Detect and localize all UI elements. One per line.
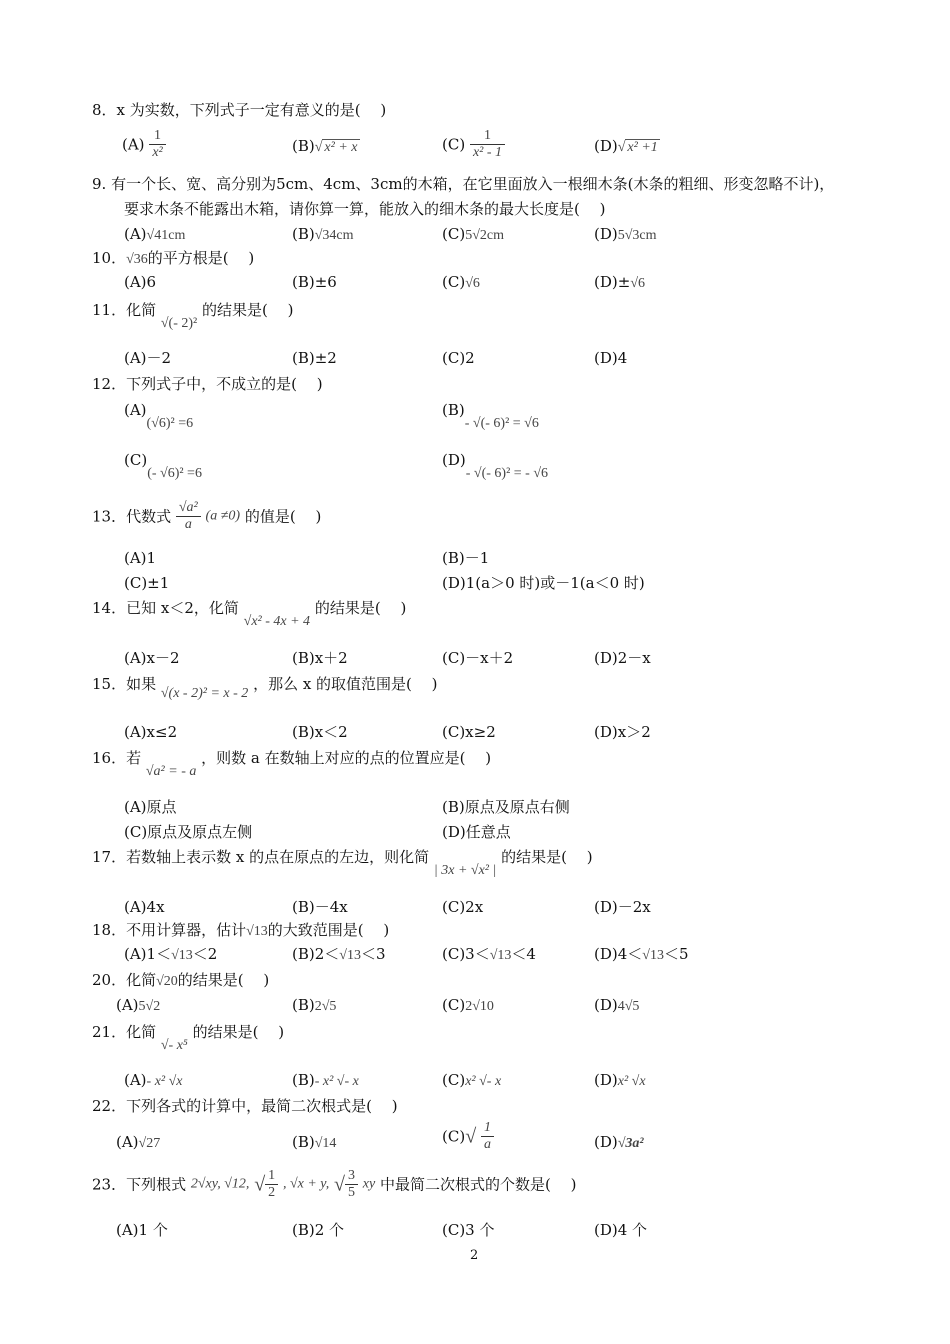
question-20-stem: 20．化简√20的结果是( ) <box>92 971 270 989</box>
q8-option-c: (C) $\frac{1}{\text{x² - 1}}$ <box>442 128 505 168</box>
question-18-stem: 18．不用计算器，估计√13的大致范围是( ) <box>92 921 390 939</box>
q15-option-b: (B)x＜2 <box>292 723 348 741</box>
q16-option-a: (A)原点 <box>124 798 177 816</box>
q9-option-a: (A)√41cm <box>124 225 186 243</box>
q21-option-c: (C)x² √- x <box>442 1071 502 1089</box>
q16-option-c: (C)原点及原点左侧 <box>124 823 253 841</box>
question-15-stem: 15．如果 √(x - 2)² = x - 2 ，那么 x 的取值范围是( ) <box>92 675 438 701</box>
q18-option-b: (B)2＜√13＜3 <box>292 945 386 963</box>
q13-option-c: (C)±1 <box>124 574 170 592</box>
page-number: 2 <box>470 1248 479 1263</box>
q17-option-c: (C)2x <box>442 898 484 916</box>
q20-option-a: (A)5√2 <box>116 996 161 1014</box>
q22-option-d: (D)√3a² <box>594 1133 644 1151</box>
q16-option-b: (B)原点及原点右侧 <box>442 798 570 816</box>
question-22-stem: 22．下列各式的计算中，最简二次根式是( ) <box>92 1097 398 1115</box>
q12-option-b: (B)- √(- 6)² = √6 <box>442 401 539 431</box>
q10-option-b: (B)±6 <box>292 273 337 291</box>
question-14-stem: 14．已知 x＜2，化简 √x² - 4x + 4 的结果是( ) <box>92 599 407 629</box>
q9-option-d: (D)5√3cm <box>594 225 657 243</box>
q21-option-d: (D)x² √x <box>594 1071 646 1089</box>
q11-option-d: (D)4 <box>594 349 628 367</box>
q8-option-d: (D)√ x² +1 <box>594 137 658 155</box>
q13-option-a: (A)1 <box>124 549 157 567</box>
q20-option-c: (C)2√10 <box>442 996 494 1014</box>
q23-option-a: (A)1 个 <box>116 1221 168 1239</box>
q11-option-a: (A)－2 <box>124 349 172 367</box>
q13-option-d: (D)1(a＞0 时)或－1(a＜0 时) <box>442 574 645 592</box>
q18-option-a: (A)1＜√13＜2 <box>124 945 218 963</box>
question-13-stem: 13．代数式 $\frac{\text{√a²}}{a}$ (a ≠0) 的值是( ) <box>92 500 322 532</box>
q22-option-b: (B)√14 <box>292 1133 337 1151</box>
q15-option-c: (C)x≥2 <box>442 723 496 741</box>
q14-option-a: (A)x－2 <box>124 649 180 667</box>
q17-option-b: (B)－4x <box>292 898 348 916</box>
question-11-stem: 11．化简 √(- 2)² 的结果是( ) <box>92 301 294 331</box>
q22-option-a: (A)√27 <box>116 1133 161 1151</box>
question-16-stem: 16．若 √a² = - a ，则数 a 在数轴上对应的点的位置应是( ) <box>92 749 492 779</box>
question-23-stem: 23．下列根式 2√xy, √12, √ $\frac{1}{2}$ , √x + y, √ $\frac{3}{5}$ xy 中最简二次根式的个数是( ) <box>92 1168 577 1200</box>
q8-option-a: (A) $\frac{1}{\text{x²}}$ <box>122 128 166 168</box>
q18-option-d: (D)4＜√13＜5 <box>594 945 689 963</box>
q14-option-d: (D)2－x <box>594 649 651 667</box>
q20-option-d: (D)4√5 <box>594 996 640 1014</box>
q17-option-d: (D)－2x <box>594 898 651 916</box>
q16-option-d: (D)任意点 <box>442 823 511 841</box>
q23-option-b: (B)2 个 <box>292 1221 345 1239</box>
question-10-stem: 10．√36的平方根是( ) <box>92 249 255 267</box>
q10-option-a: (A)6 <box>124 273 157 291</box>
q23-option-d: (D)4 个 <box>594 1221 648 1239</box>
q12-option-c: (C)(- √6)² =6 <box>124 451 202 481</box>
q9-option-c: (C)5√2cm <box>442 225 504 243</box>
question-9-stem-line1: 9. 有一个长、宽、高分别为5cm、4cm、3cm的木箱，在它里面放入一根细木条(木条的粗细、形变忽略不计)， <box>92 175 835 193</box>
question-21-stem: 21．化简 √- x⁵ 的结果是( ) <box>92 1023 285 1053</box>
q10-option-d: (D)±√6 <box>594 273 645 291</box>
question-12-stem: 12．下列式子中，不成立的是( ) <box>92 375 323 393</box>
q14-option-c: (C)－x＋2 <box>442 649 514 667</box>
q18-option-c: (C)3＜√13＜4 <box>442 945 536 963</box>
q8-option-b: (B)√ x² + x <box>292 137 358 155</box>
q10-option-c: (C)√6 <box>442 273 480 291</box>
q9-option-b: (B)√34cm <box>292 225 354 243</box>
q17-option-a: (A)4x <box>124 898 165 916</box>
q13-option-b: (B)－1 <box>442 549 490 567</box>
q23-option-c: (C)3 个 <box>442 1221 495 1239</box>
q12-option-d: (D)- √(- 6)² = - √6 <box>442 451 549 481</box>
question-8-stem: 8．x 为实数，下列式子一定有意义的是( ) <box>92 101 387 119</box>
q14-option-b: (B)x＋2 <box>292 649 348 667</box>
q15-option-a: (A)x≤2 <box>124 723 178 741</box>
q21-option-a: (A)- x² √x <box>124 1071 183 1089</box>
question-17-stem: 17．若数轴上表示数 x 的点在原点的左边，则化简 | 3x + √x² | 的结果是( ) <box>92 848 593 878</box>
q12-option-a: (A)(√6)² =6 <box>124 401 194 431</box>
q22-option-c: (C)√ $\frac{1}{a}$ <box>442 1120 494 1166</box>
q11-option-c: (C)2 <box>442 349 475 367</box>
q11-option-b: (B)±2 <box>292 349 337 367</box>
q15-option-d: (D)x＞2 <box>594 723 651 741</box>
question-9-stem-line2: 要求木条不能露出木箱，请你算一算，能放入的细木条的最大长度是( ) <box>124 200 606 218</box>
q20-option-b: (B)2√5 <box>292 996 337 1014</box>
q21-option-b: (B)- x² √- x <box>292 1071 359 1089</box>
